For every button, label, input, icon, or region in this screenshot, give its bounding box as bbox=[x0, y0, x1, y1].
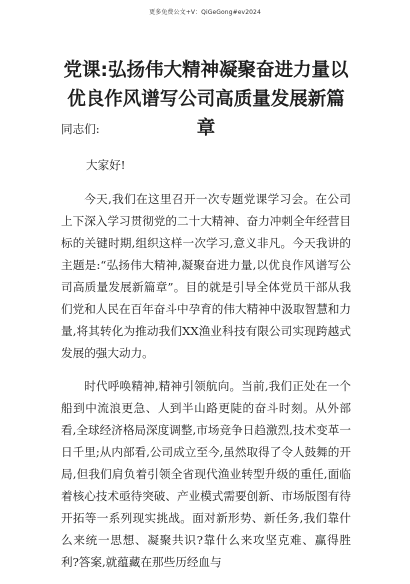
paragraph-context: 时代呼唤精神,精神引领航向。当前,我们正处在一个船到中流浪更急、人到半山路更陡的奋斗时刻。从外部看,全球经济格局深度调整,市场竞争日趋激烈,技术变革一日千里;从内部看,公司成立至今,虽然取得了令人鼓舞的开局,但我们肩负着引领全省现代渔业转型升级的重任,面临着核心技术亟待突破、产业模式需要创新、市场版图有待开拓等一系列现实挑战。面对新形势、新任务,我们靠什么来统一思想、凝聚共识?靠什么来攻坚克难、赢得胜利?答案,就蕴藏在那些历经血与 bbox=[61, 379, 351, 569]
header-note: 更多免费公文+V：QiGeGong#ev2024 bbox=[149, 9, 261, 16]
document-title: 党课:弘扬伟大精神凝聚奋进力量以优良作风谱写公司高质量发展新篇章 bbox=[63, 60, 349, 139]
salutation: 同志们: bbox=[61, 122, 100, 136]
greeting: 大家好! bbox=[86, 158, 126, 172]
document-body bbox=[61, 118, 351, 584]
paragraph-intro: 今天,我们在这里召开一次专题党课学习会。在公司上下深入学习贯彻党的二十大精神、奋力冲刺全年经营目标的关键时期,组织这样一次学习,意义非凡。今天我讲的主题是:“弘扬伟大精神,凝聚奋进力量,以优良作风谱写公司高质量发展新篇章”。目的就是引导全体党员干部从我们党和人民在百年奋斗中孕育的伟大精神中汲取智慧和力量,将其转化为推动我们XX渔业科技有限公司实现跨越式发展的强大动力。 bbox=[61, 192, 351, 360]
